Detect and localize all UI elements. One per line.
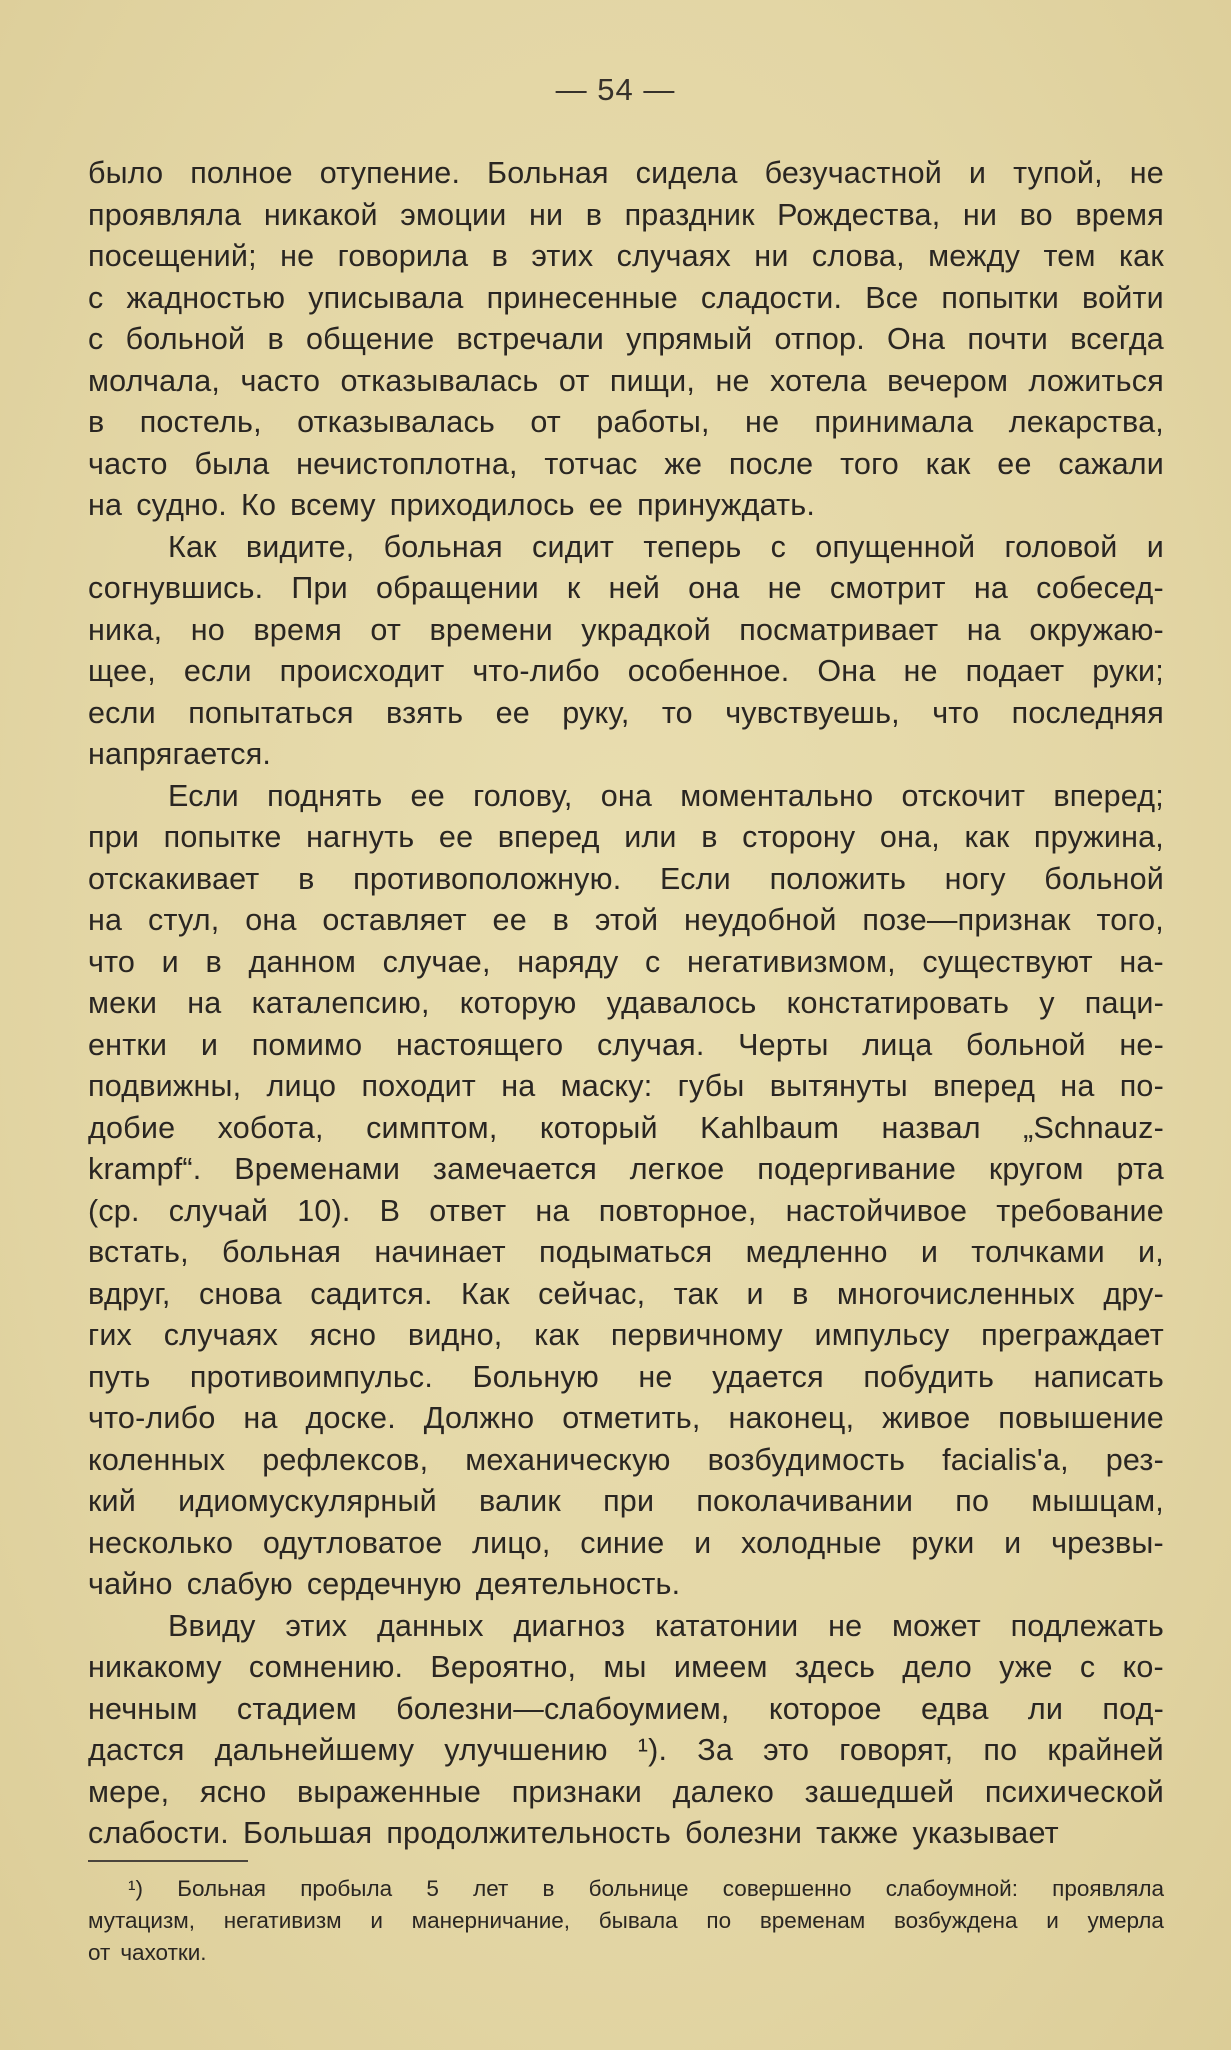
text-line: мере, ясно выраженные признаки далеко зашедшей психической — [88, 1774, 1164, 1809]
text-line: ника, но время от времени украдкой посматривает на окружаю- — [88, 612, 1164, 647]
text-line: на судно. Ко всему приходилось ее принуждать. — [88, 488, 816, 522]
text-line: что и в данном случае, наряду с негативизмом, существуют на- — [88, 944, 1164, 979]
body-text — [88, 153, 1164, 1855]
text-line: нечным стадием болезни—слабоумием, которое едва ли под- — [88, 1691, 1164, 1726]
text-line: если попытаться взять ее руку, то чувствуешь, что последняя — [88, 695, 1164, 730]
footnote — [88, 1873, 1164, 1969]
text-line: напрягается. — [88, 737, 272, 771]
paragraph — [88, 153, 1164, 527]
text-line: в постель, отказывалась от работы, не принимала лекарства, — [88, 405, 1164, 439]
text-line: кий идиомускулярный валик при поколачивании по мышцам, — [88, 1484, 1164, 1518]
text-line: ентки и помимо настоящего случая. Черты лица больной не- — [88, 1027, 1164, 1062]
footnote-line: мутацизм, негативизм и манерничание, бывала по временам возбуждена и умерла — [88, 1908, 1164, 1933]
text-line: посещений; не говорила в этих случаях ни слова, между тем как — [88, 239, 1164, 273]
text-line: путь противоимпульс. Больную не удается побудить написать — [88, 1359, 1164, 1394]
page-number: — 54 — — [555, 72, 676, 107]
footnote-line: ¹) Больная пробыла 5 лет в больнице совершенно слабоумной: проявляла — [128, 1876, 1164, 1901]
text-line: меки на каталепсию, которую удавалось констатировать у паци- — [88, 986, 1164, 1020]
text-line: (ср. случай 10). В ответ на повторное, настойчивое требование — [88, 1193, 1164, 1228]
text-line: коленных рефлексов, механическую возбудимость facialis'а, рез- — [88, 1442, 1164, 1477]
text-line: встать, больная начинает подыматься медленно и толчками и, — [88, 1235, 1164, 1269]
text-line: Если поднять ее голову, она моментально отскочит вперед; — [168, 778, 1164, 813]
text-line: подвижны, лицо походит на маску: губы вытянуты вперед на по- — [88, 1069, 1164, 1103]
paragraph — [88, 527, 1164, 776]
text-line: было полное отупение. Больная сидела безучастной и тупой, не — [88, 156, 1164, 190]
footnote-line: от чахотки. — [88, 1940, 207, 1965]
text-line: щее, если происходит что-либо особенное. Она не подает руки; — [88, 654, 1164, 688]
text-line: с жадностью уписывала принесенные сладости. Все попытки войти — [88, 280, 1164, 315]
text-line: krampf“. Временами замечается легкое подергивание кругом рта — [88, 1152, 1164, 1186]
text-line: на стул, она оставляет ее в этой неудобной позе—признак того, — [88, 903, 1164, 937]
text-line: согнувшись. При обращении к ней она не смотрит на собесед- — [88, 571, 1164, 605]
text-line: никакому сомнению. Вероятно, мы имеем здесь дело уже с ко- — [88, 1650, 1164, 1684]
text-line: молчала, часто отказывалась от пищи, не хотела вечером ложиться — [88, 363, 1164, 398]
text-line: отскакивает в противоположную. Если положить ногу больной — [88, 861, 1164, 896]
text-line: вдруг, снова садится. Как сейчас, так и в многочисленных дру- — [88, 1276, 1164, 1311]
text-line: дастся дальнейшему улучшению ¹). За это говорят, по крайней — [88, 1733, 1164, 1767]
text-line: проявляла никакой эмоции ни в праздник Рождества, ни во время — [88, 197, 1164, 232]
text-line: добие хобота, симптом, который Kahlbaum назвал „Schnauz- — [88, 1110, 1164, 1145]
text-line: несколько одутловатое лицо, синие и холодные руки и чрезвы- — [88, 1525, 1164, 1560]
text-line: при попытке нагнуть ее вперед или в сторону она, как пружина, — [88, 820, 1164, 854]
text-line: часто была нечистоплотна, тотчас же после того как ее сажали — [88, 446, 1164, 481]
text-line: что-либо на доске. Должно отметить, наконец, живое повышение — [88, 1401, 1164, 1435]
text-line: гих случаях ясно видно, как первичному импульсу преграждает — [88, 1318, 1164, 1352]
text-line: Ввиду этих данных диагноз кататонии не может подлежать — [168, 1608, 1164, 1643]
footnote-divider — [88, 1860, 248, 1862]
paragraph — [88, 776, 1164, 1606]
text-line: Как видите, больная сидит теперь с опущенной головой и — [168, 529, 1164, 564]
paragraph — [88, 1606, 1164, 1855]
text-line: чайно слабую сердечную деятельность. — [88, 1567, 681, 1601]
text-line: слабости. Большая продолжительность болезни также указывает — [88, 1816, 1059, 1850]
text-line: с больной в общение встречали упрямый отпор. Она почти всегда — [88, 322, 1164, 356]
